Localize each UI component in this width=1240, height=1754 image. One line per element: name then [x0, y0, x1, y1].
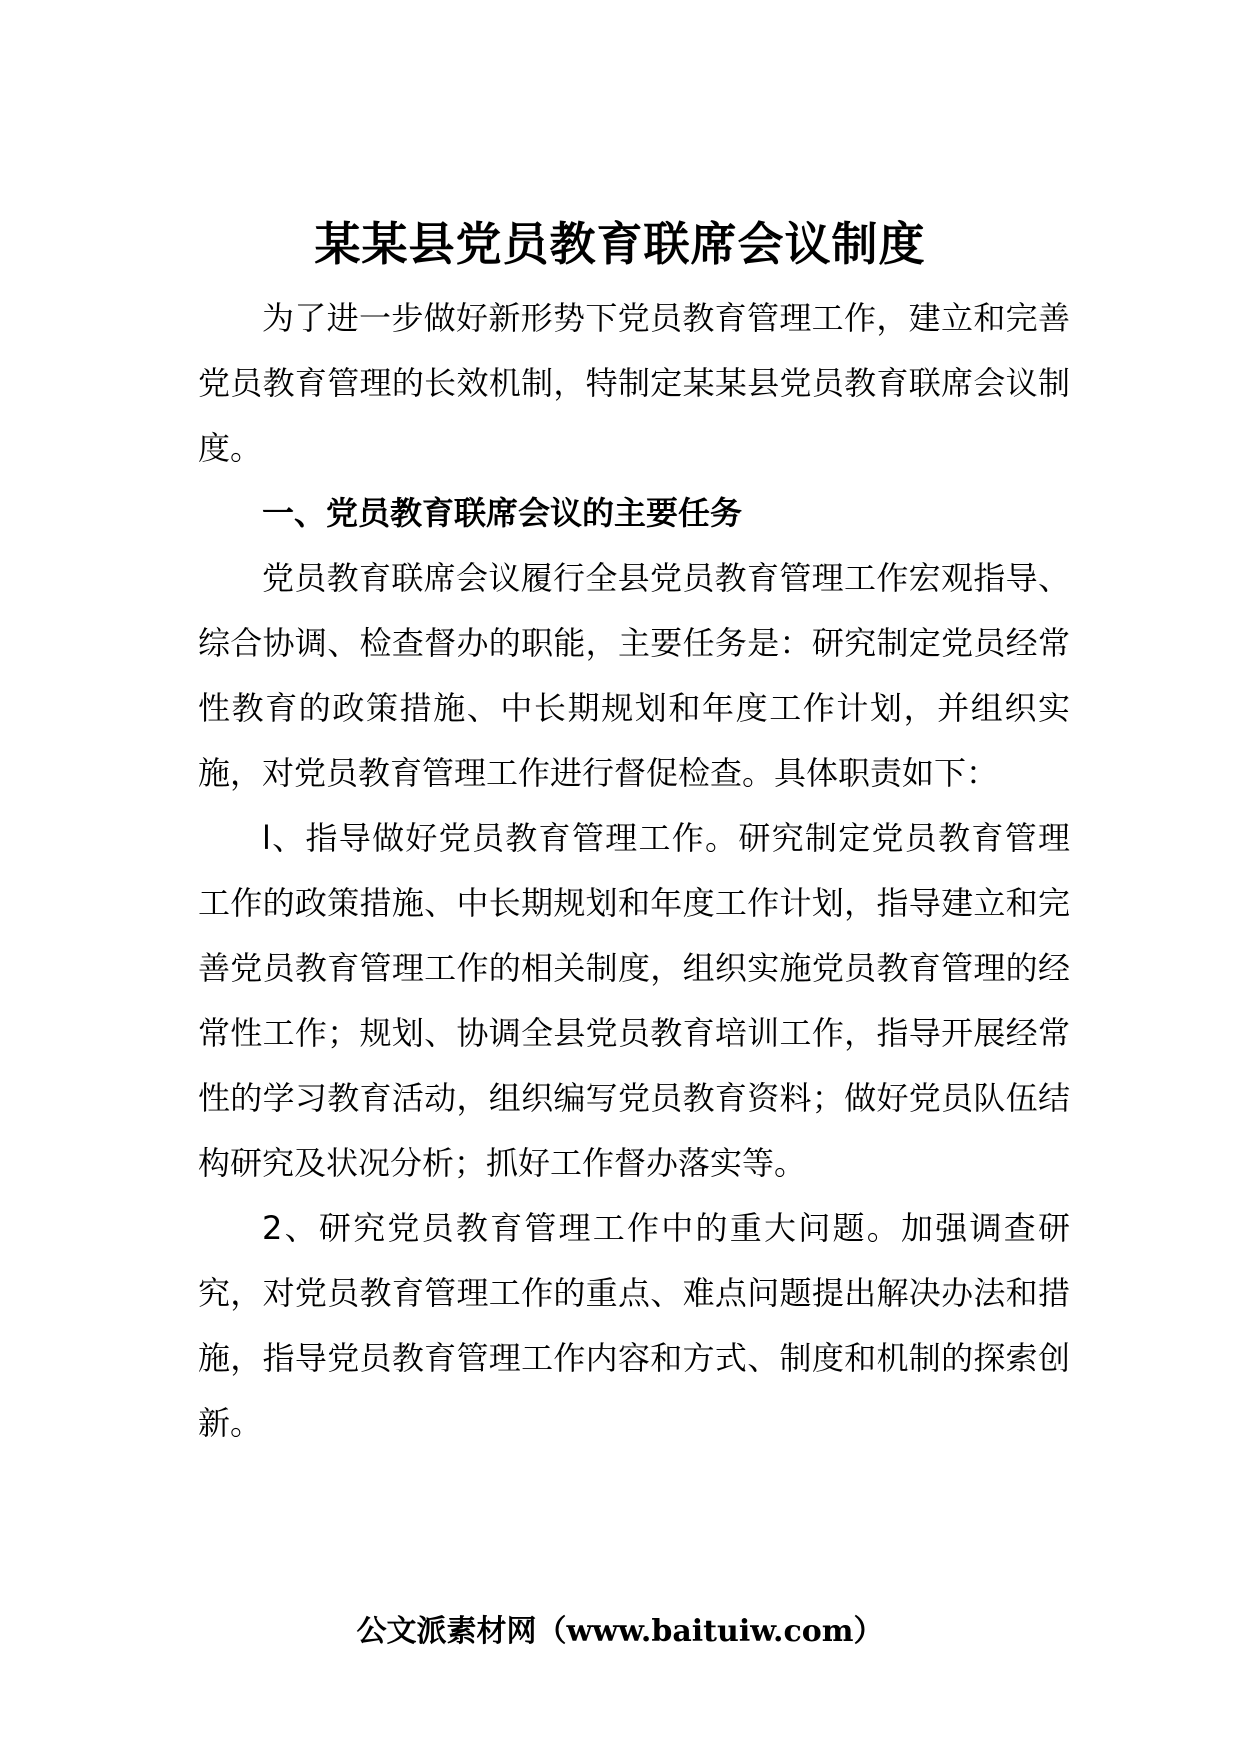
document-body [198, 286, 1070, 1456]
duty-item-1-paragraph: l、指导做好党员教育管理工作。研究制定党员教育管理工作的政策措施、中长期规划和年度工作计划，指导建立和完善党员教育管理工作的相关制度，组织实施党员教育管理的经常性工作；规划、协调全县党员教育培训工作，指导开展经常性的学习教育活动，组织编写党员教育资料；做好党员队伍结构研究及状况分析；抓好工作督办落实等。 [198, 819, 1070, 1182]
footer-watermark-text: 公文派素材网（www.baituiw.com） [356, 1614, 884, 1649]
duty-item-2-paragraph: 2、研究党员教育管理工作中的重大问题。加强调查研究，对党员教育管理工作的重点、难点问题提出解决办法和措施，指导党员教育管理工作内容和方式、制度和机制的探索创新。 [198, 1209, 1070, 1442]
main-tasks-paragraph: 党员教育联席会议履行全县党员教育管理工作宏观指导、综合协调、检查督办的职能，主要任务是：研究制定党员经常性教育的政策措施、中长期规划和年度工作计划，并组织实施，对党员教育管理工作进行督促检查。具体职责如下： [198, 559, 1070, 792]
section-heading-main-tasks: 一、党员教育联席会议的主要任务 [262, 494, 743, 532]
document-title: 某某县党员教育联席会议制度 [314, 217, 926, 271]
intro-paragraph: 为了进一步做好新形势下党员教育管理工作，建立和完善党员教育管理的长效机制，特制定某某县党员教育联席会议制度。 [198, 299, 1070, 467]
